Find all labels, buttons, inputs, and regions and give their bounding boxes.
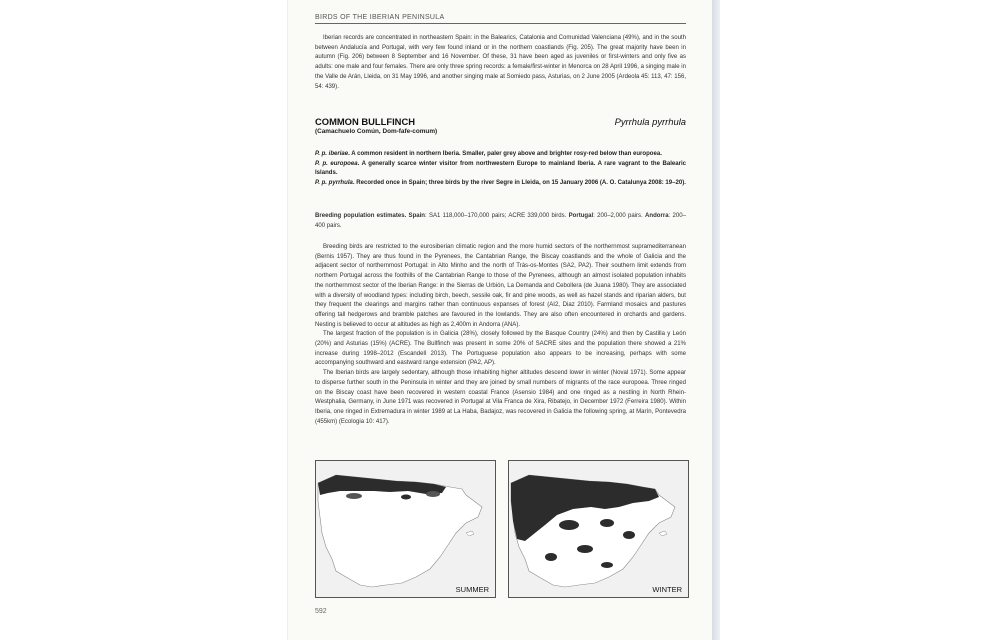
- winter-range-patch: [577, 545, 593, 553]
- body-text: [315, 243, 686, 427]
- breeding-spain-text: : SA1 118,000–170,000 pairs; ACRE 339,000 birds.: [425, 213, 567, 219]
- breeding-spain-label: Spain: [408, 213, 425, 219]
- winter-map-graphic: [509, 461, 688, 597]
- breeding-label: Breeding population estimates.: [315, 213, 407, 219]
- body-paragraph: The Iberian birds are largely sedentary, although those inhabiting higher altitudes descend lower in winter (Noval 1971). Some appear to disperse further south in the Peninsula in winter and they are joined by small numbers of migrants of the race europoea. Three ringed on the Biscay coast have been recovered in western coastal France (Asensio 1984) and one ringed as a nestling in North Rhein-Westphalia, Germany, in June 1971 was recovered in Portugal at Vila Franca de Xira, Ribatejo, in December 1972 (Ferreira 1980). Within Iberia, one ringed in Extremadura in winter 1989 at La Haba, Badajoz, was recovered in Galicia the following spring, at Marín, Pontevedra (455km) (Ecologia 10: 417).: [315, 370, 686, 425]
- summer-map-label: SUMMER: [455, 585, 489, 594]
- winter-range-patch: [601, 562, 613, 568]
- species-alternative-names: (Camachuelo Común, Dom-fafe-comum): [315, 128, 438, 135]
- winter-range-patch: [623, 531, 635, 539]
- distribution-maps: [315, 460, 687, 598]
- page-number: 592: [315, 608, 327, 615]
- summer-range-patch: [401, 495, 411, 500]
- summer-range-patch: [346, 493, 362, 499]
- subspecies-name: P. p. europoea: [315, 160, 358, 167]
- subspecies-text: . A generally scarce winter visitor from northwestern Europe to mainland Iberia. A rare vagrant to the Balearic Islands.: [315, 160, 687, 177]
- species-heading: [315, 116, 686, 128]
- body-paragraph: The largest fraction of the population is in Galicia (28%), closely followed by the Basque Country (24%) and then by Castilla y León (20%) and Asturias (15%) (ACRE). The Bullfinch was present in some 20% of SACRE sites and the population there showed a 21% increase during 1998–2012 (Escandell 2013). The Portuguese population also appears to be increasing, perhaps with some accompanying southward and eastward range extension (PA2, AP).: [315, 331, 686, 367]
- book-page: [288, 0, 712, 640]
- species-common-name: COMMON BULLFINCH: [315, 116, 415, 127]
- summer-range-patch: [426, 491, 440, 497]
- subspecies-item: [315, 160, 686, 179]
- breeding-portugal-text: : 200–2,000 pairs.: [593, 213, 643, 219]
- subspecies-item: [315, 150, 686, 160]
- intro-paragraph: [315, 34, 686, 92]
- subspecies-name: P. p. iberiae: [315, 151, 349, 157]
- body-paragraph: Breeding birds are restricted to the eurosiberian climatic region and the more humid sectors of the northernmost supramediterranean (Bernis 1957). They are thus found in the Pyrenees, the Cantabrian Range, the Biscay coastlands and the whole of Galicia and the adjacent sector of northernmost Portugal: in Alto Minho and the north of Trás-os-Montes (SA2, PA2). Their southern limit extends from northern Portugal across the foothills of the Cantabrian Range to those of the Pyrenees, although an almost isolated population inhabits the northernmost sector of the Iberian Range: in the Sierras de Urbión, La Demanda and Cebollera (de Juana 1980). They are associated with a diversity of woodland types: including birch, beech, sessile oak, fir and pine woods, as well as hazel stands and riparian alders, but they frequent the clearings and margins rather than continuous expanses of forest (AI2, Diaz 2010). Farmland mosaics and pastures offering tall hedgerows and bramble patches are favoured in the lowlands. They are also often encountered in orchards and gardens. Nesting is believed to occur at altitudes as high as 2,400m in Andorra (ANA).: [315, 244, 686, 328]
- summer-map-graphic: [316, 461, 495, 597]
- page-spine-shadow: [712, 0, 720, 640]
- species-scientific-name: Pyrrhula pyrrhula: [614, 116, 686, 127]
- winter-range-patch: [559, 520, 579, 530]
- winter-range-patch: [600, 519, 614, 527]
- breeding-estimates: [315, 212, 686, 231]
- subspecies-list: [315, 150, 686, 189]
- winter-range-patch: [545, 553, 557, 561]
- breeding-andorra-text: : 200–400 pairs.: [315, 213, 686, 229]
- breeding-andorra-label: Andorra: [645, 213, 669, 219]
- winter-map: [508, 460, 689, 598]
- running-head: BIRDS OF THE IBERIAN PENINSULA: [315, 14, 686, 24]
- subspecies-name: P. p. pyrrhula: [315, 180, 353, 187]
- intro-paragraph-text: Iberian records are concentrated in northeastern Spain: in the Balearics, Catalonia and Comunidad Valenciana (49%), and in the south between Andalucía and Portugal, with very few found inland or in the northern coastlands (Fig. 205). The great majority have been in autumn (Fig. 206) between 8 September and 16 November. Of these, 31 have been aged as juveniles or first-winters and only five as adults: one male and four females. There are only three spring records: a female/first-winter in Menorca on 28 April 1996, a singing male in the Valle de Arán, Lleida, on 31 May 1996, and another singing male at Somiedo pass, Asturias, on 2 June 2005 (Ardeola 45: 113, 47: 156, 54: 439).: [315, 35, 686, 90]
- subspecies-item: [315, 179, 686, 189]
- subspecies-text: . Recorded once in Spain; three birds by the river Segre in Lleida, on 15 January 2006 (A. O. Catalunya 2008: 19–20).: [352, 180, 686, 187]
- breeding-portugal-label: Portugal: [568, 213, 594, 219]
- summer-map: [315, 460, 496, 598]
- winter-map-label: WINTER: [652, 585, 682, 594]
- subspecies-text: . A common resident in northern Iberia. Smaller, paler grey above and brighter rosy-red below than europoea.: [348, 151, 662, 157]
